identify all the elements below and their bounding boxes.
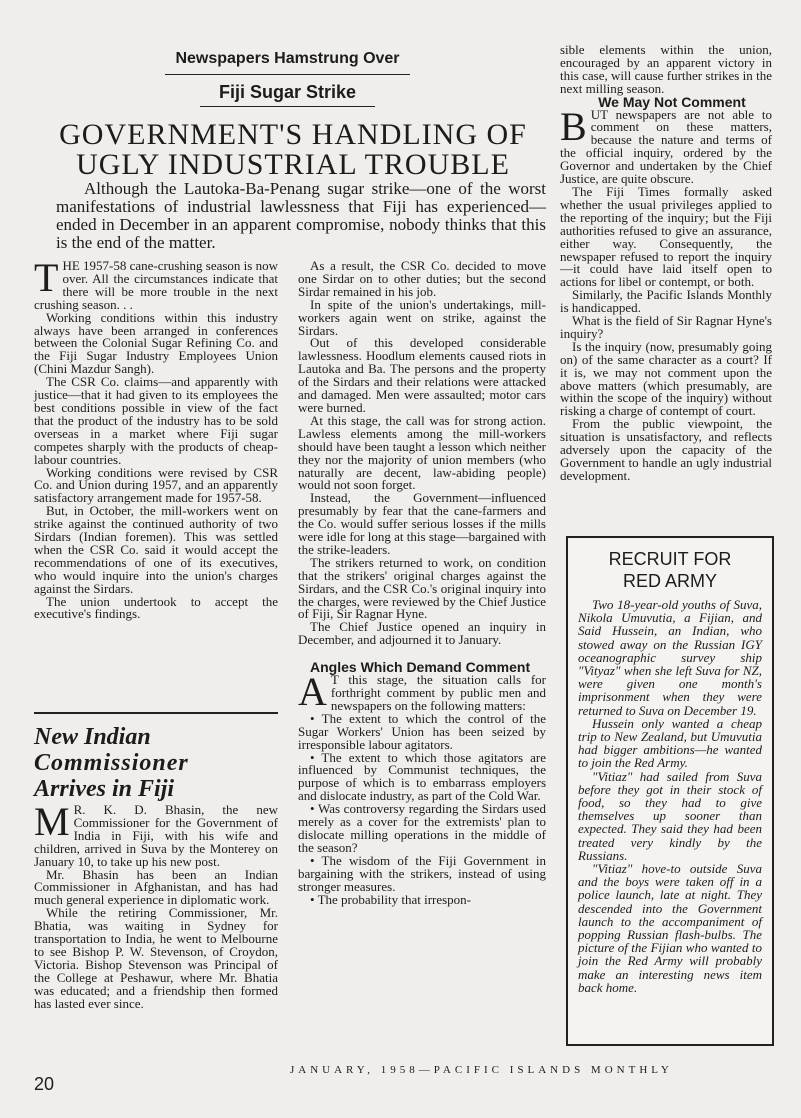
headline-line-1: GOVERNMENT'S HANDLING OF [59,118,527,151]
paragraph: Hussein only wanted a cheap trip to New Zealand, but Umuvutia had bigger ambitions—he wanted to join the Red Army. [578,715,762,771]
column-3 [560,44,772,483]
drop-cap: B [560,103,587,149]
paragraph: Is the inquiry (now, presumably going on) of the same character as a court? If it is, we may not comment upon the above matters (which presumably, are within the scope of the inquiry) without risking a charge of contempt of court. [560,338,772,419]
paragraph: "Vitiaz" had sailed from Suva before they got in their stock of food, so they had to give themselves up sooner than expected. They said they had been treated very kindly by the Russians. [578,768,762,863]
title-line: Commissioner [34,750,189,776]
paragraph: A T this stage, the situation calls for forthright comment by public men and newspapers on the following matters: [298,669,546,715]
paragraph: The CSR Co. claims—and apparently with justice—that it had given to its employees the best conditions possible in view of the fact that the product of the industry has to be sold overseas in a market where Fiji sugar competes sharply with the products of cheap-labour countries. [34,374,278,467]
box-title-line-2: RED ARMY [622,571,718,591]
title-line: New Indian [34,724,151,750]
indian-commissioner-title [34,724,278,802]
paragraph: But, in October, the mill-workers went on strike against the continued authority of two Sirdars (Indian foremen). This was settled when the CSR Co. said it would accept the recommendations of one of its executives, who would inquire into the union's charges against the Sirdars. [34,503,278,596]
bullet-item: • Was controversy regarding the Sirdars used merely as a cover for the extremists' plan to dislocate milling operations in the middle of the season? [298,803,546,855]
column-2 [298,260,546,906]
kicker-rule [165,74,410,75]
paragraph: BUT newspapers are not able to comment on these matters, because the nature and terms of the official inquiry, ordered by the Governor and undertaken by the Chief Justice, are quite obscure. [560,103,772,187]
drop-cap: T [34,255,59,300]
recruit-box [566,536,774,1046]
kicker-sub: Fiji Sugar Strike [218,82,357,102]
paragraph: The Fiji Times formally asked whether the usual privileges applied to the reporting of the inquiry; but the Fiji authorities refused to give an assurance, either way. Consequently, the newspaper refused to report the inquiry—it could have laid itself open to actions for libel or contempt, or both. [560,183,772,290]
running-footer: JANUARY, 1958—PACIFIC ISLANDS MONTHLY [290,1064,673,1076]
box-body [578,598,762,994]
section-divider [34,712,278,714]
paragraph: The Chief Justice opened an inquiry in December, and adjourned it to January. [298,619,546,648]
drop-cap: M [34,799,70,844]
paragraph: Mr. Bhasin has been an Indian Commissioner in Afghanistan, and has had much general experience in diplomatic work. [34,866,278,908]
subheading: Angles Which Demand Comment [310,659,531,676]
paragraph: The strikers returned to work, on condition that the strikers' original charges against the Sirdars, and the CSR Co.'s original inquiry into the charges, were reviewed by the Chief Justice of Fiji, Sir Ragnar Hyne. [298,554,546,622]
bullet-item: • The probability that irrespon- [298,894,546,907]
standfirst: Although the Lautoka-Ba-Penang sugar strike—one of the worst manifestations of industrial lawlessness that Fiji has experienced—ended in December in an apparent compromise, nobody thinks that this is the end of the matter. [56,179,546,252]
paragraph: What is the field of Sir Ragnar Hyne's inquiry? [560,313,772,341]
paragraph: As a result, the CSR Co. decided to move one Sirdar on to other duties; but the second Sirdar remained in his job. [298,258,546,299]
indian-commissioner-body [34,799,278,1011]
bullet-item: • The extent to which those agitators are influenced by Communist techniques, the purpose of which is to embarrass employers and dislocate industry, as part of the Cold War. [298,752,546,804]
paragraph: From the public viewpoint, the situation is unsatisfactory, and reflects adversely upon the capacity of the Government to handle an ugly industrial development. [560,416,772,483]
paragraph: Working conditions were revised by CSR Co. and Union during 1957, and an apparently satisfactory arrangement made for 1957-58. [34,464,278,506]
title-line: Arrives in Fiji [34,776,175,802]
paragraph: Out of this developed considerable lawlessness. Hoodlum elements caused riots in Lautoka and Ba. The persons and the property of the Sirdars and their relations were attacked and damaged. Men were assaulted; motor cars were burned. [298,335,546,415]
paragraph: sible elements within the union, encouraged by an apparent victory in this case, will cause further strikes in the next milling season. [560,42,772,96]
paragraph: In spite of the union's undertakings, mill-workers again went on strike, against the Sirdars. [298,296,546,338]
drop-cap: A [298,669,327,715]
paragraph: Two 18-year-old youths of Suva, Nikola Umuvutia, a Fijian, and Said Hussein, an Indian, who stowed away on the Russian IGY oceanographic survey ship "Vityaz" when she left Suva for NZ, were given one month's imprisonment when they were returned to Suva on December 19. [578,597,762,718]
headline [38,120,548,180]
paragraph: Instead, the Government—influenced presumably by fear that the cane-farmers and the Co. would suffer serious losses if the mills were idle for long at this stage—bargained with the strike-leaders. [298,490,546,557]
paragraph: THE 1957-58 cane-crushing season is now over. All the circumstances indicate that there will be more trouble in the next crushing season. . . [34,255,278,312]
kicker-rule-2 [200,106,375,107]
paragraph: M R. K. D. Bhasin, the new Commissioner for the Government of India in Fiji, with his wife and children, arrived in Suva by the Monterey on January 10, to take up his new post. [34,799,278,869]
subheading: We May Not Comment [598,93,746,110]
paragraph: "Vitiaz" hove-to outside Suva and the boys were taken off in a police launch, late at night. They descended into the Government launch to the accompaniment of popping Russian flash-bulbs. The picture of the Fijian who wanted to join the Red Army will probably make an interesting news item back home. [578,861,762,995]
kicker-top: Newspapers Hamstrung Over [175,50,400,67]
paragraph: At this stage, the call was for strong action. Lawless elements among the mill-workers should have been taught a lesson which neither they nor the majority of union members (who naturally are decent, law-abiding people) would not soon forget. [298,412,546,493]
box-title-line-1: RECRUIT FOR [608,549,732,569]
paragraph: Working conditions within this industry always have been arranged in conferences between the Colonial Sugar Refining Co. and the Fiji Sugar Industry Employees Union (Chini Mazdur Sangh). [34,309,278,377]
headline-line-2: UGLY INDUSTRIAL TROUBLE [76,148,510,181]
paragraph: While the retiring Commissioner, Mr. Bhatia, was waiting in Sydney for transportation to India, he went to Melbourne to see Bishop P. W. Stevenson, of Croydon, Victoria. Bishop Stevenson was Principal of the College at Peshawur, where Mr. Bhatia was educated; and a friendship then formed has lasted ever since. [34,905,278,1011]
paragraph: Similarly, the Pacific Islands Monthly is handicapped. [560,287,772,316]
bullet-item: • The wisdom of the Fiji Government in bargaining with the strikers, instead of using stronger measures. [298,855,546,894]
paragraph: The union undertook to accept the executive's findings. [34,593,278,622]
bullet-item: • The extent to which the control of the Sugar Workers' Union has been seized by irresponsible labour agitators. [298,713,546,752]
column-1 [34,255,278,622]
page-number: 20 [34,1074,55,1094]
